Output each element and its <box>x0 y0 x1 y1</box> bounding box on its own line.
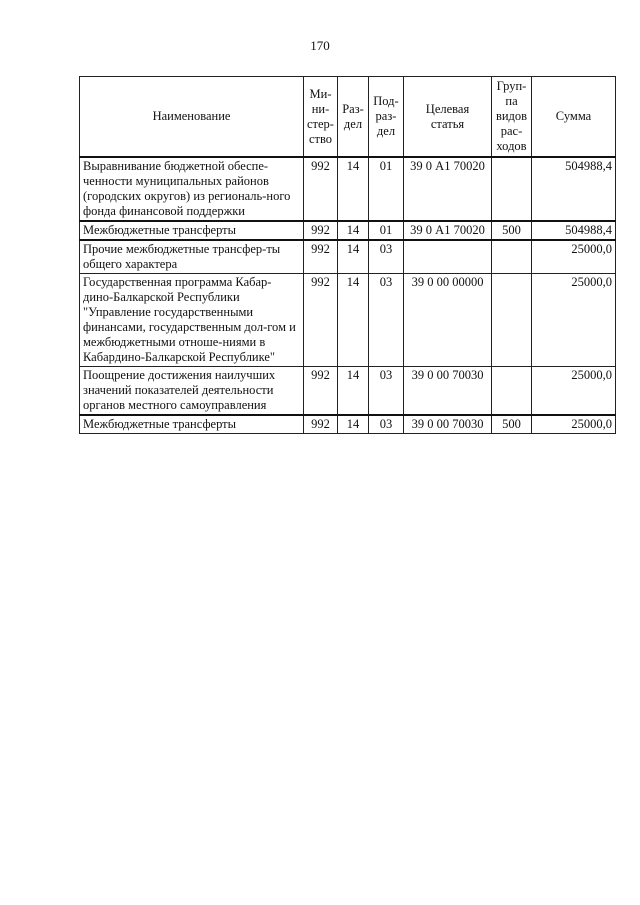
header-name: Наименование <box>80 77 304 158</box>
cell-target: 39 0 00 00000 <box>404 274 492 367</box>
table-row <box>80 221 616 240</box>
header-sum: Сумма <box>532 77 616 158</box>
cell-sum: 25000,0 <box>532 240 616 274</box>
header-ministry <box>304 77 338 158</box>
cell-name: Межбюджетные трансферты <box>80 221 304 240</box>
header-group-line: ходов <box>496 139 527 153</box>
table-row <box>80 240 616 274</box>
header-ministry-line: Ми- <box>309 86 332 101</box>
header-ministry-line: ни- <box>311 101 330 116</box>
header-section-line: Раз- <box>342 101 364 116</box>
cell-subsection: 01 <box>369 221 404 240</box>
cell-ministry: 992 <box>304 415 338 434</box>
cell-target: 39 0 А1 70020 <box>404 221 492 240</box>
header-group-line: па <box>505 94 518 108</box>
cell-subsection: 03 <box>369 367 404 416</box>
table-row <box>80 274 616 367</box>
cell-sum: 504988,4 <box>532 221 616 240</box>
cell-target <box>404 240 492 274</box>
table-row <box>80 367 616 416</box>
cell-name: Прочие межбюджетные трансфер-ты общего характера <box>80 240 304 274</box>
header-subsection-line: Под- <box>373 94 399 108</box>
cell-target: 39 0 00 70030 <box>404 367 492 416</box>
cell-target: 39 0 00 70030 <box>404 415 492 434</box>
cell-name: Межбюджетные трансферты <box>80 415 304 434</box>
cell-section: 14 <box>338 274 369 367</box>
cell-sum: 504988,4 <box>532 157 616 221</box>
cell-group <box>492 274 532 367</box>
cell-section: 14 <box>338 157 369 221</box>
cell-subsection: 03 <box>369 415 404 434</box>
cell-subsection: 03 <box>369 240 404 274</box>
cell-name: Государственная программа Кабар-дино-Балкарской Республики "Управление государственными финансами, государственным дол-гом и межбюджетными отноше-ниями в Кабардино-Балкарской Республике" <box>80 274 304 367</box>
header-group <box>492 77 532 158</box>
header-row <box>80 77 616 158</box>
cell-ministry: 992 <box>304 367 338 416</box>
cell-section: 14 <box>338 240 369 274</box>
header-group-line: Груп- <box>496 79 527 93</box>
cell-name: Выравнивание бюджетной обеспе-ченности муниципальных районов (городских округов) из региональ-ного фонда финансовой поддержки <box>80 157 304 221</box>
header-target-line: статья <box>430 116 465 131</box>
cell-group <box>492 367 532 416</box>
header-subsection <box>369 77 404 158</box>
cell-subsection: 01 <box>369 157 404 221</box>
header-subsection-line: раз- <box>375 109 397 123</box>
cell-ministry: 992 <box>304 221 338 240</box>
cell-group <box>492 240 532 274</box>
header-target-line: Целевая <box>425 101 470 116</box>
cell-group: 500 <box>492 415 532 434</box>
cell-ministry: 992 <box>304 157 338 221</box>
cell-ministry: 992 <box>304 274 338 367</box>
table-row <box>80 157 616 221</box>
header-section <box>338 77 369 158</box>
header-target <box>404 77 492 158</box>
cell-subsection: 03 <box>369 274 404 367</box>
cell-sum: 25000,0 <box>532 415 616 434</box>
header-subsection-line: дел <box>376 124 396 138</box>
header-ministry-line: ство <box>308 131 333 146</box>
cell-sum: 25000,0 <box>532 274 616 367</box>
cell-group: 500 <box>492 221 532 240</box>
cell-name: Поощрение достижения наилучших значений показателей деятельности органов местного самоуправления <box>80 367 304 416</box>
header-group-line: рас- <box>500 124 523 138</box>
cell-target: 39 0 А1 70020 <box>404 157 492 221</box>
header-group-line: видов <box>495 109 528 123</box>
table-row <box>80 415 616 434</box>
budget-table <box>79 76 616 434</box>
cell-ministry: 992 <box>304 240 338 274</box>
cell-section: 14 <box>338 415 369 434</box>
cell-sum: 25000,0 <box>532 367 616 416</box>
cell-section: 14 <box>338 367 369 416</box>
header-ministry-line: стер- <box>307 116 334 131</box>
page-number: 170 <box>310 38 330 53</box>
header-section-line: дел <box>343 116 363 131</box>
cell-group <box>492 157 532 221</box>
cell-section: 14 <box>338 221 369 240</box>
